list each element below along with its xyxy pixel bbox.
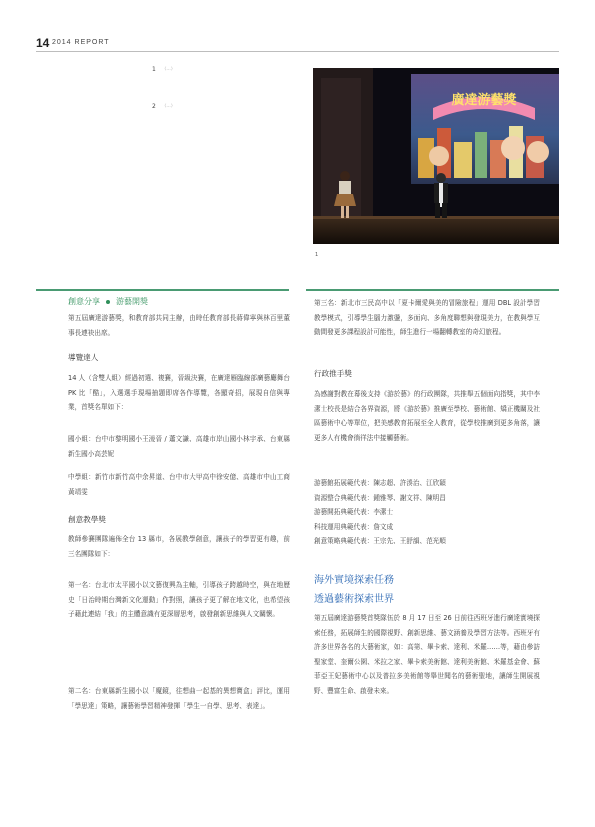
teaching-award-heading: 創意教學獎 bbox=[68, 515, 106, 524]
admin-list bbox=[314, 476, 540, 549]
list-item: 游藝開拓典範代表：李潔士 bbox=[314, 508, 394, 517]
winner-text: 新竹市新竹高中余昇道、台中市大甲高中徐安億、高雄市中山工商黃靖雯 bbox=[68, 473, 291, 496]
footnote-text: （…） bbox=[162, 67, 176, 72]
screen-sign-text: 廣達游藝獎 bbox=[451, 93, 517, 108]
section-title-part1: 創意分享 bbox=[68, 297, 100, 306]
guide-winner-secondary bbox=[68, 470, 290, 499]
footnote-number: 2 bbox=[152, 103, 156, 110]
photo-caption: 1 bbox=[315, 252, 319, 258]
winner-label: 國小組： bbox=[68, 435, 95, 443]
admin-paragraph: 為感謝對教在幕後支持《游於藝》的行政團隊，共推舉五個面向指獎，其中李潔士校長是結合各界資源，將《游於藝》推廣至學校、藝術館、矯正機關及社區藝術中心等單位，把美感教育拓展至全人教育，從學校推廣到更多角落，讓更多人有機會徜徉法中接觸藝術。 bbox=[314, 390, 540, 442]
list-item: 游藝館拓展範代表：陳志超、許湊治、江欣穎 bbox=[314, 479, 446, 487]
footnote-number: 1 bbox=[152, 66, 156, 73]
admin-award-heading: 行政推手獎 bbox=[314, 369, 352, 378]
footnote-text: （…） bbox=[162, 104, 176, 109]
section-title-creative-share bbox=[68, 296, 148, 307]
teaching-intro-paragraph: 教師參賽團隊遍佈全台 13 縣市，各展教學創意，讓孩子的學習更有趣，前三名團隊如下： bbox=[68, 535, 290, 558]
second-prize-paragraph: 第二名：台東縣新生國小以「魔鏡，往想曲一起基的異想寶盒」評比，運用「學思達」策略，讓藝術學習精神發揮「學生一自學、思考、表達」。 bbox=[68, 687, 290, 710]
page-number: 14 bbox=[36, 36, 50, 50]
third-prize-paragraph: 第三名：新北市三民高中以「夏卡爾愛與美的冒險旅程」運用 DBL 設計學習教學模式，引導學生腦力激盪，多面向、多角度聯想與發現美力，在教與學互動間發更多課程設計可能性，師生進行一場翻轉教室的奇幻旅程。 bbox=[314, 299, 540, 337]
overseas-subtitle: 透過藝術探索世界 bbox=[314, 594, 394, 605]
event-photo bbox=[313, 68, 559, 244]
header-rule bbox=[36, 51, 559, 52]
guide-winner-primary bbox=[68, 432, 290, 461]
bullet-dot-icon bbox=[106, 300, 110, 304]
guide-paragraph: 14 人（含雙人組）經過初選、複賽，晉級決賽，在廣達雁臨線部廣藝廳舞台 PK 比「酷」，入選選手現場抽題即席各作導覽，各顯奇招，展現自信與專業，首獎名單如下： bbox=[68, 374, 290, 412]
running-title: 2014 REPORT bbox=[52, 39, 110, 46]
list-item: 科技運用典範代表：詹文成 bbox=[314, 522, 394, 531]
overseas-paragraph: 第五屆廣達游藝獎首獎隊伍於 8 月 17 日至 26 日前往西班牙進行廣達實境探索任務，拓展師生的國際視野、創新思維、藝文涵養及學習方法等。西班牙有許多世界各名的大藝術家，如：高第、畢卡索、達利、米羅……等，藉由參訪聖家堂、奎爾公園、米拉之家、畢卡索美術館、達利美術館、米羅基金會、蘇菲亞王妃藝術中心以及普拉多美術館等舉世聞名的藝術聖地，讓師生開展視野、豐富生命、啟發未來。 bbox=[314, 614, 540, 695]
list-item: 創意策略典範代表：王宗先、王舒韻、范光順 bbox=[314, 537, 446, 546]
intro-paragraph: 第五屆廣達游藝獎，和教育部共同主辦，由時任教育部長蔣偉寧與林百里董事長連袂出席。 bbox=[68, 314, 290, 337]
right-column-rule bbox=[306, 289, 559, 291]
guide-heading: 導覽達人 bbox=[68, 353, 99, 362]
stage-scene-image bbox=[313, 68, 559, 244]
winner-label: 中學組： bbox=[68, 473, 95, 481]
overseas-title: 海外實境探索任務 bbox=[314, 575, 394, 586]
list-item: 資源整合典範代表：鍾雅琴、謝文祥、陳明昌 bbox=[314, 493, 446, 502]
section-title-part2: 游藝開獎 bbox=[116, 297, 148, 306]
left-column-rule bbox=[36, 289, 289, 291]
winner-text: 台中市黎明國小王湲晉 / 蕭文謙、高雄市岸山國小林宇承、台東縣新生國小高芸妮 bbox=[68, 435, 290, 458]
first-prize-paragraph: 第一名：台北市太平國小以文藝復興為主軸，引導孩子跨越時空，與在地歷史「日治時期台灣新文化運動」作對照，讓孩子更了解在地文化，也希望孩子藉此連結「我」的主體意識有更深層思考，啟發創新思維與人文關懷。 bbox=[68, 581, 290, 619]
